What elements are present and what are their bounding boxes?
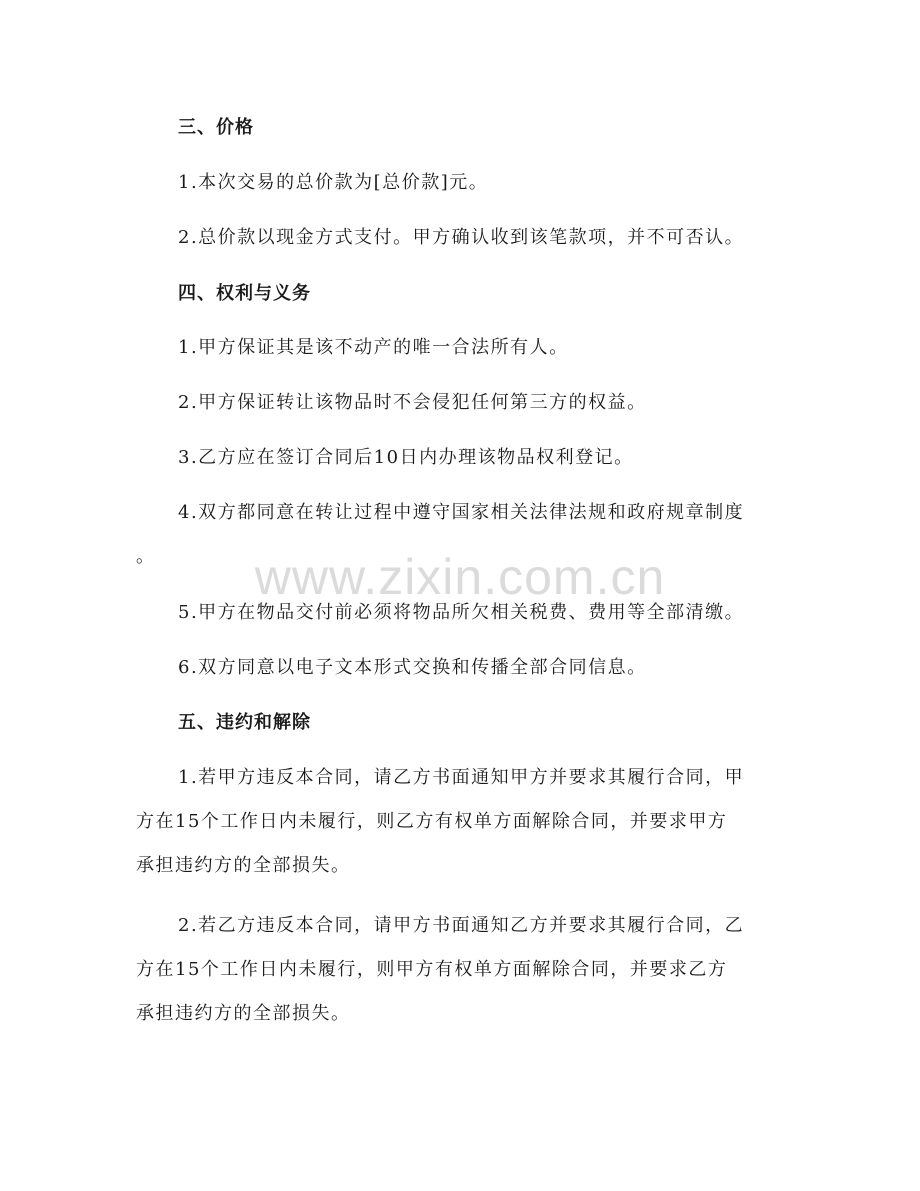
section-heading-price: 三、价格 xyxy=(178,117,254,138)
rights-item-2: 2.甲方保证转让该物品时不会侵犯任何第三方的权益。 xyxy=(178,392,647,413)
breach-item-1-line-1: 1.若甲方违反本合同，请乙方书面通知甲方并要求其履行合同，甲 xyxy=(178,767,745,788)
price-item-1: 1.本次交易的总价款为[总价款]元。 xyxy=(178,172,489,193)
rights-item-1: 1.甲方保证其是该不动产的唯一合法所有人。 xyxy=(178,337,569,358)
breach-item-2-line-2: 方在15个工作日内未履行，则甲方有权单方面解除合同，并要求乙方 xyxy=(136,959,728,980)
rights-item-4-continuation: 。 xyxy=(136,546,156,567)
rights-item-5: 5.甲方在物品交付前必须将物品所欠相关税费、费用等全部清缴。 xyxy=(178,602,745,623)
rights-item-6: 6.双方同意以电子文本形式交换和传播全部合同信息。 xyxy=(178,657,647,678)
watermark: www.zixin.com.cn xyxy=(254,549,666,605)
breach-item-1-line-2: 方在15个工作日内未履行，则乙方有权单方面解除合同，并要求甲方 xyxy=(136,811,728,832)
breach-item-2-line-1: 2.若乙方违反本合同，请甲方书面通知乙方并要求其履行合同，乙 xyxy=(178,915,745,936)
section-heading-breach: 五、违约和解除 xyxy=(178,712,311,733)
rights-item-3: 3.乙方应在签订合同后10日内办理该物品权利登记。 xyxy=(178,447,634,468)
breach-item-1-line-3: 承担违约方的全部损失。 xyxy=(136,855,351,876)
section-heading-rights: 四、权利与义务 xyxy=(178,283,311,304)
breach-item-2-line-3: 承担违约方的全部损失。 xyxy=(136,1003,351,1024)
rights-item-4: 4.双方都同意在转让过程中遵守国家相关法律法规和政府规章制度 xyxy=(178,502,745,523)
price-item-2: 2.总价款以现金方式支付。甲方确认收到该笔款项，并不可否认。 xyxy=(178,227,745,248)
